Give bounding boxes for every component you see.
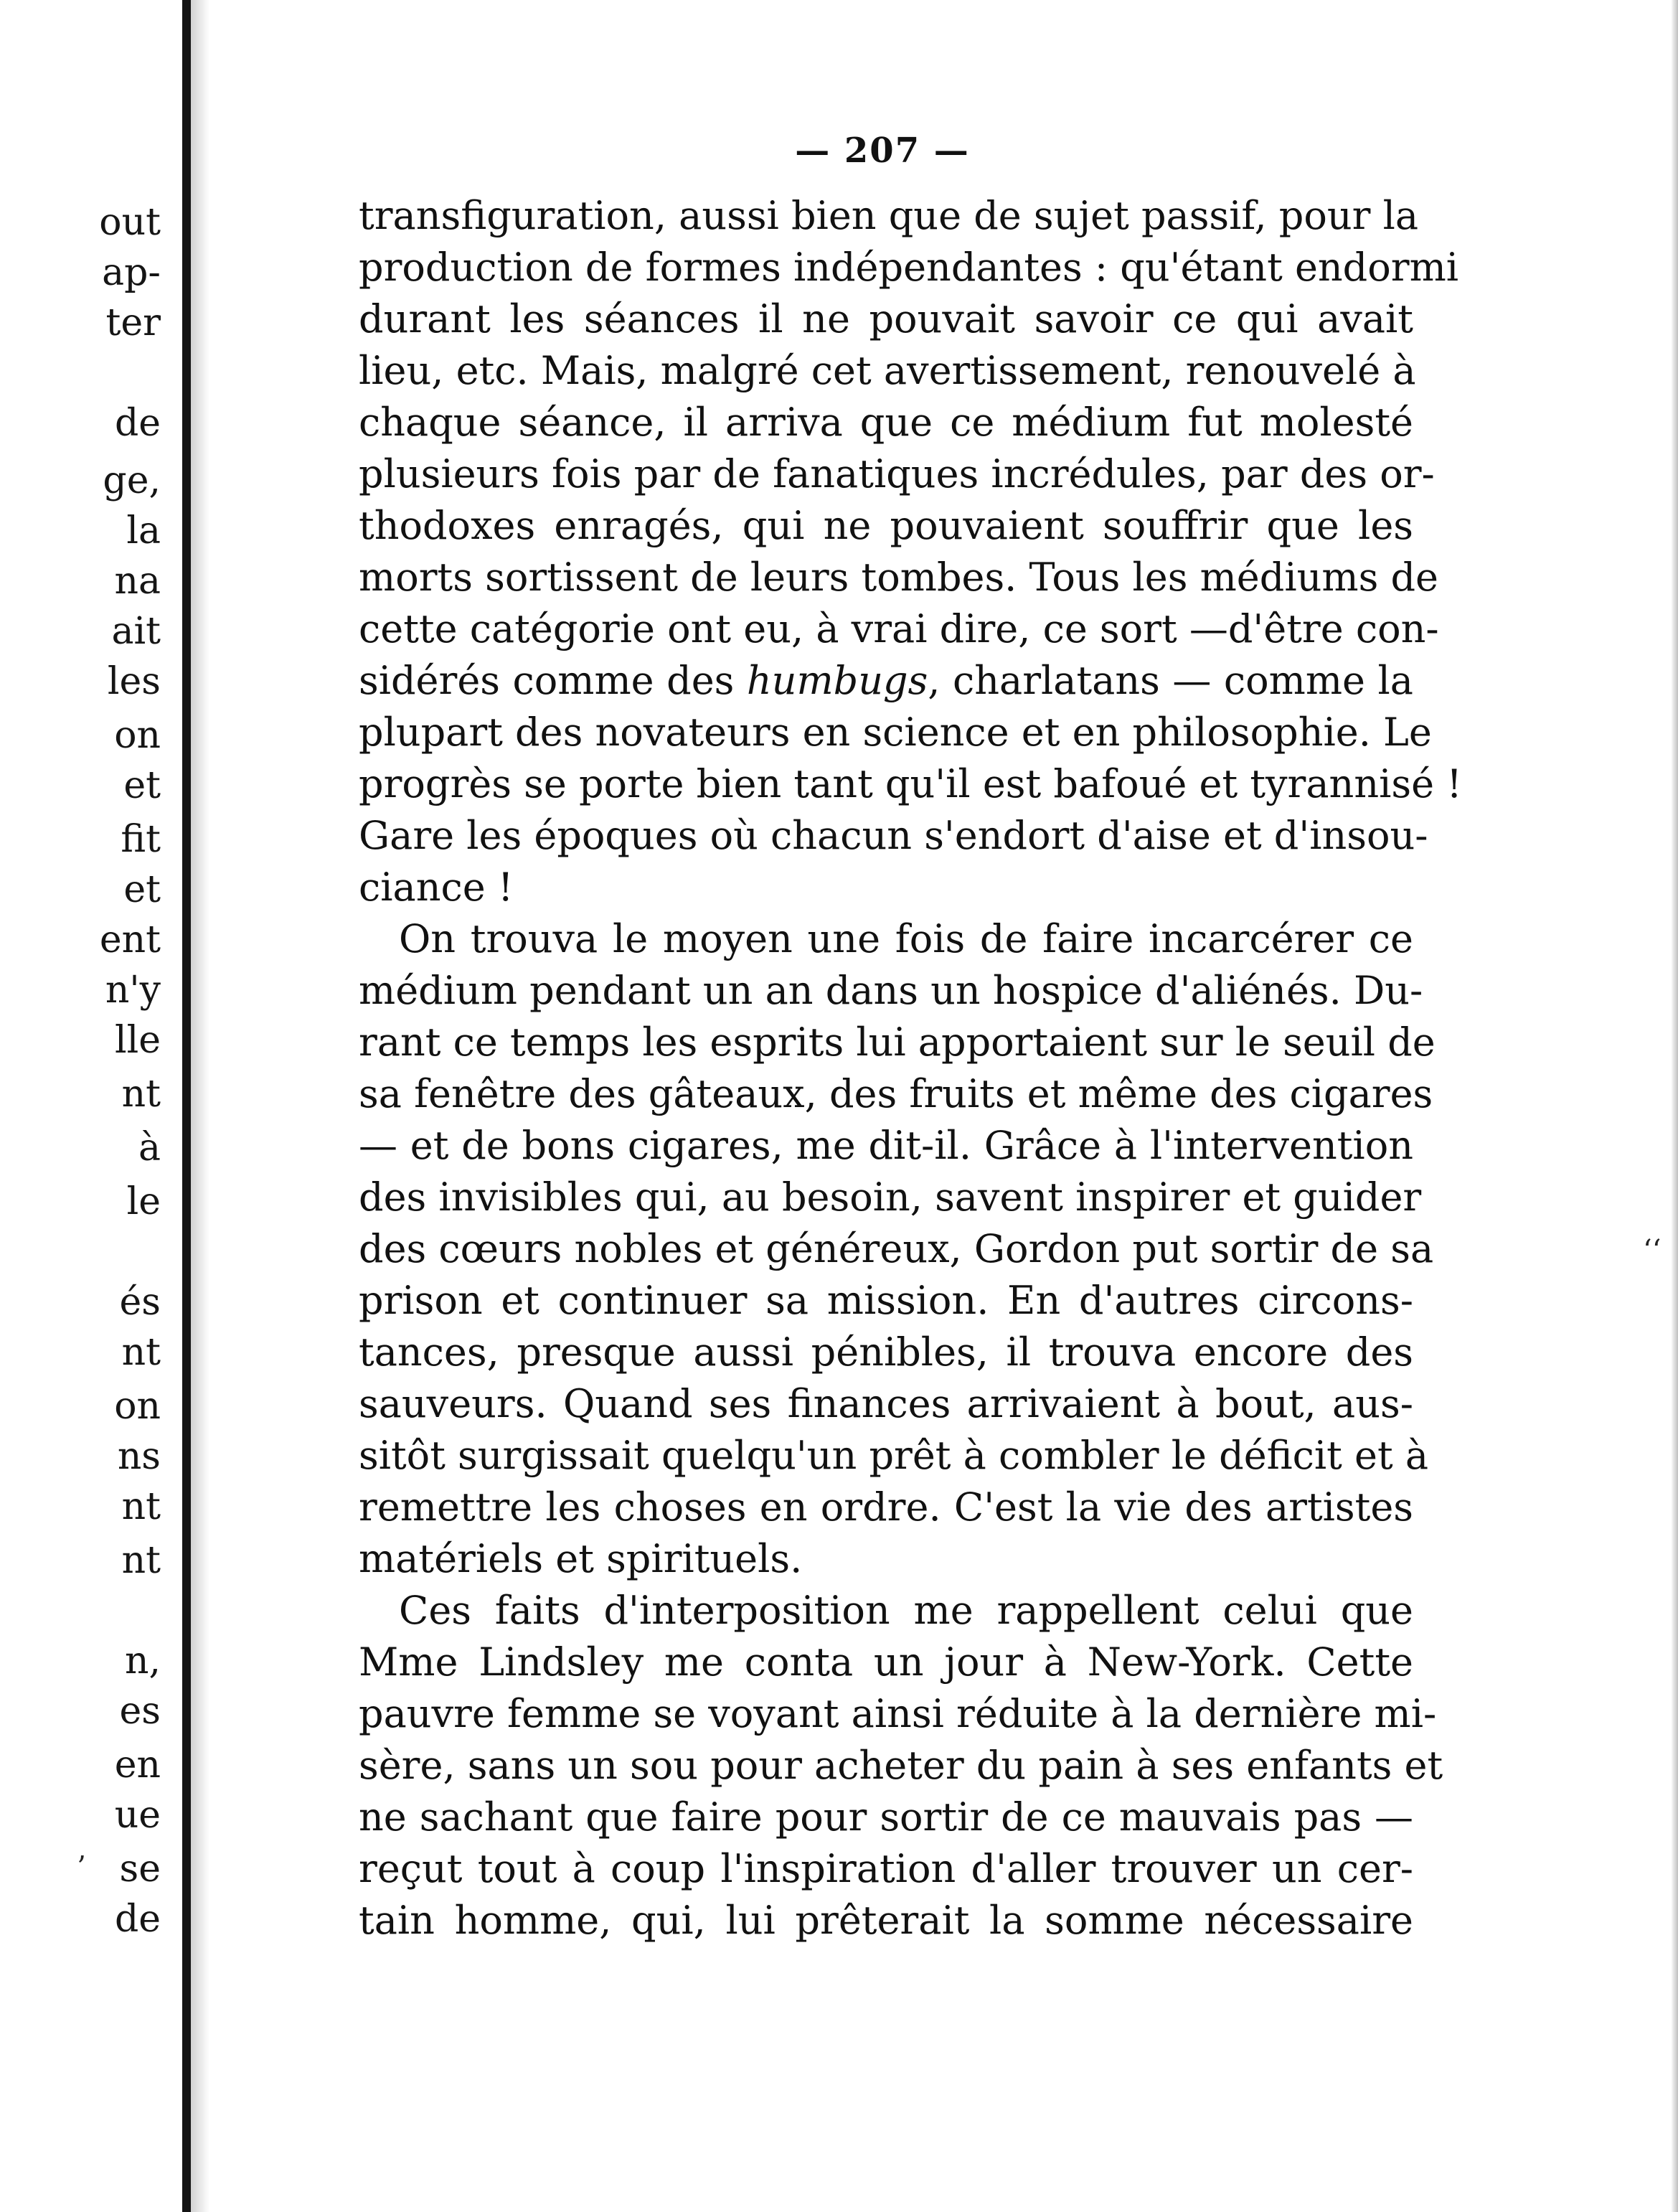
text-line: reçut tout à coup l'inspiration d'aller trouver un cer- — [359, 1846, 1413, 1891]
text-line: plupart des novateurs en science et en philosophie. Le — [359, 710, 1432, 755]
text-line: Mme Lindsley me conta un jour à New-York. Cette — [359, 1639, 1413, 1685]
left-fragment: et — [123, 868, 161, 911]
left-fragment: out — [99, 201, 161, 244]
text-line: médium pendant un an dans un hospice d'aliénés. Du- — [359, 968, 1423, 1013]
left-fragment: és — [119, 1281, 161, 1324]
text-line: chaque séance, il arriva que ce médium fut molesté — [359, 400, 1413, 445]
text-line-with-italic — [359, 655, 1413, 707]
left-fragment: n, — [124, 1639, 161, 1682]
left-fragment: ns — [117, 1435, 161, 1478]
left-fragment: le — [126, 1180, 161, 1223]
text-line: durant les séances il ne pouvait savoir ce qui avait — [359, 296, 1413, 342]
text-line: plusieurs fois par de fanatiques incrédules, par des or- — [359, 451, 1435, 496]
text-line: lieu, etc. Mais, malgré cet avertissement, renouvelé à — [359, 348, 1416, 393]
left-fragment: n'y — [105, 969, 161, 1012]
text-line: morts sortissent de leurs tombes. Tous les médiums de — [359, 555, 1438, 600]
text-line: sauveurs. Quand ses finances arrivaient à bout, aus- — [359, 1381, 1413, 1426]
left-fragment: nt — [121, 1485, 161, 1528]
text-segment: , charlatans — comme la — [928, 658, 1413, 703]
book-spine-gutter — [182, 0, 191, 2212]
gutter-shadow — [191, 0, 209, 2212]
text-line: remettre les choses en ordre. C'est la vie des artistes — [359, 1484, 1413, 1530]
left-fragment: ap- — [102, 251, 161, 294]
text-line: sitôt surgissait quelqu'un prêt à combler le déficit et à — [359, 1433, 1429, 1478]
left-page-margin — [0, 0, 179, 2212]
text-line: transfiguration, aussi bien que de sujet passif, pour la — [359, 193, 1419, 238]
text-line: Gare les époques où chacun s'endort d'aise et d'insou- — [359, 813, 1428, 858]
stray-ink-mark: ʼ — [76, 1851, 85, 1884]
text-line: thodoxes enragés, qui ne pouvaient souffrir que les — [359, 503, 1413, 548]
text-line: — et de bons cigares, me dit-il. Grâce à l'intervention — [359, 1123, 1413, 1168]
left-fragment: de — [114, 1898, 161, 1941]
text-line: tances, presque aussi pénibles, il trouva encore des — [359, 1329, 1413, 1375]
paragraph-start-line: Ces faits d'interposition me rappellent celui que — [399, 1588, 1413, 1633]
left-fragment: ue — [114, 1794, 161, 1837]
page-edge-shadow — [1671, 0, 1678, 2212]
left-fragment: à — [138, 1126, 161, 1169]
left-fragment: et — [123, 764, 161, 807]
text-line: pauvre femme se voyant ainsi réduite à la dernière mi- — [359, 1691, 1437, 1736]
text-line: rant ce temps les esprits lui apportaient sur le seuil de — [359, 1020, 1436, 1065]
paragraph-end-line: matériels et spirituels. — [359, 1536, 803, 1581]
left-fragment: ge, — [103, 459, 161, 502]
text-line: des invisibles qui, au besoin, savent inspirer et guider — [359, 1175, 1422, 1220]
left-fragment: ent — [99, 918, 161, 961]
text-line: cette catégorie ont eu, à vrai dire, ce sort —d'être con- — [359, 606, 1439, 651]
left-fragment: de — [114, 402, 161, 445]
text-line: tain homme, qui, lui prêterait la somme nécessaire — [359, 1898, 1413, 1943]
text-segment: sidérés comme des — [359, 658, 747, 703]
paragraph-end-line: ciance ! — [359, 865, 514, 910]
left-fragment: nt — [121, 1073, 161, 1116]
left-fragment: on — [114, 1385, 161, 1428]
italic-word: humbugs — [746, 658, 928, 703]
left-fragment: les — [107, 660, 161, 703]
paragraph-start-line: On trouva le moyen une fois de faire incarcérer ce — [399, 916, 1413, 961]
left-fragment: fit — [121, 818, 161, 861]
left-fragment: en — [114, 1743, 161, 1787]
left-fragment: ter — [105, 301, 161, 344]
text-line: sa fenêtre des gâteaux, des fruits et même des cigares — [359, 1071, 1433, 1116]
text-line: progrès se porte bien tant qu'il est bafoué et tyrannisé ! — [359, 761, 1462, 806]
text-line: sère, sans un sou pour acheter du pain à ses enfants et — [359, 1743, 1443, 1788]
left-fragment: lle — [114, 1019, 161, 1062]
left-fragment: es — [119, 1690, 161, 1733]
left-fragment: la — [126, 509, 161, 552]
text-line: prison et continuer sa mission. En d'autres circons- — [359, 1278, 1413, 1323]
left-fragment: nt — [121, 1539, 161, 1582]
body-text — [359, 190, 1462, 1947]
left-fragment: on — [114, 714, 161, 757]
left-fragment: ait — [111, 610, 161, 653]
left-fragment: na — [114, 560, 161, 603]
text-line: production de formes indépendantes : qu'étant endormi — [359, 245, 1459, 290]
page-number: — 207 — — [795, 131, 970, 171]
stray-ink-mark: ʻʻ — [1643, 1234, 1661, 1267]
left-fragment: se — [119, 1848, 161, 1891]
text-line: ne sachant que faire pour sortir de ce mauvais pas — — [359, 1794, 1413, 1840]
left-fragment: nt — [121, 1331, 161, 1374]
text-line: des cœurs nobles et généreux, Gordon put sortir de sa — [359, 1226, 1434, 1271]
